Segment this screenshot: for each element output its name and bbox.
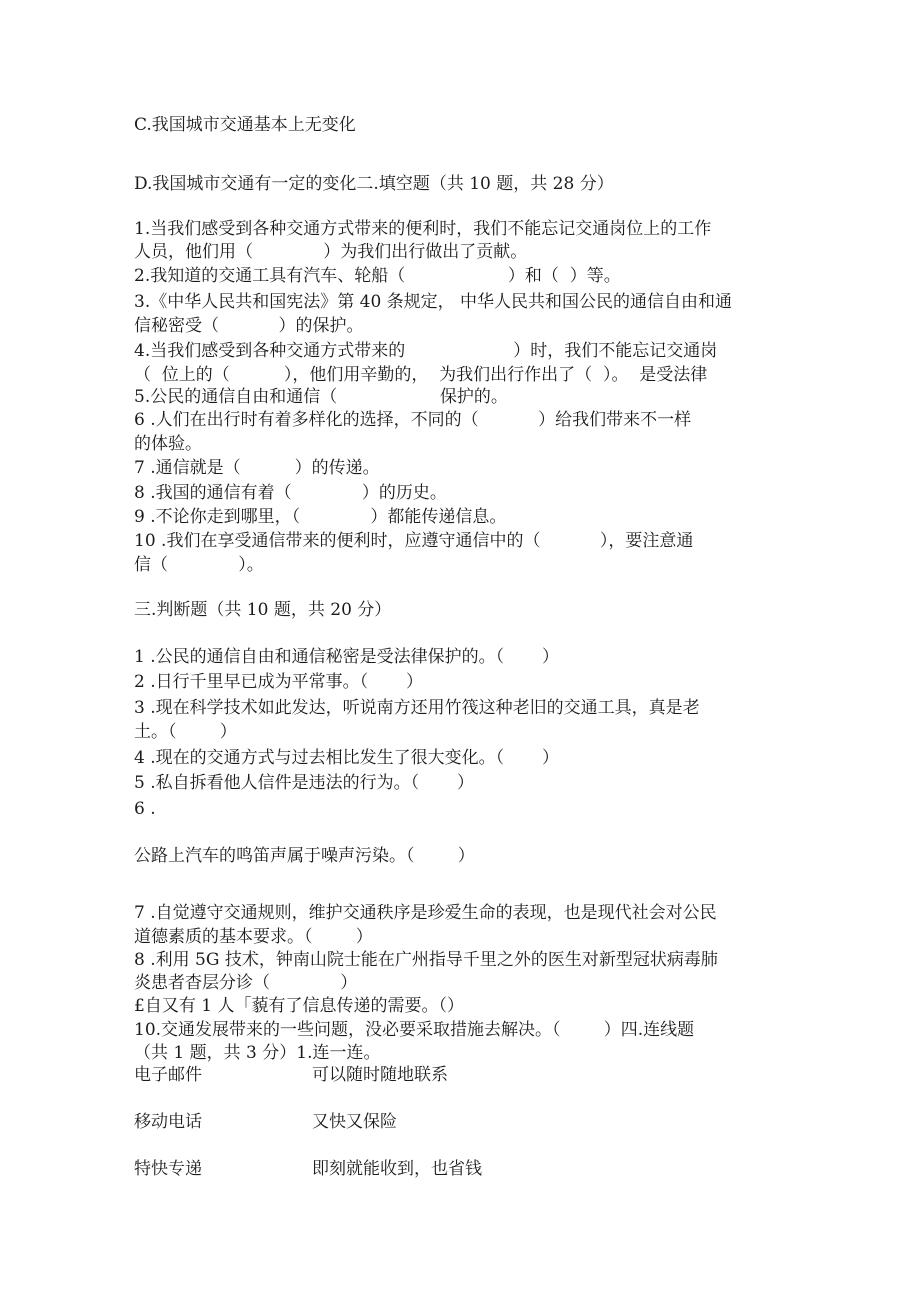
fill-q7: 7 .通信就是（ ）的传递。	[134, 458, 380, 478]
match-left-item: 特快专递	[134, 1159, 202, 1179]
match-right-item: 又快又保险	[312, 1112, 397, 1132]
judge-section-title: 三.判断题（共 10 题，共 20 分）	[134, 600, 392, 620]
fill-q5: 5.公民的通信自由和通信（ 保护的。	[134, 387, 508, 407]
fill-q3-line1: 3.《中华人民共和国宪法》第 40 条规定， 中华人民共和国公民的通信自由和通	[134, 292, 733, 312]
match-left-item: 电子邮件	[134, 1065, 202, 1085]
judge-q1: 1 .公民的通信自由和通信秘密是受法律保护的。（ ）	[134, 647, 559, 667]
fill-q1-line1: 1.当我们感受到各种交通方式带来的便利时，我们不能忘记交通岗位上的工作	[134, 219, 712, 239]
fill-q2: 2.我知道的交通工具有汽车、轮船（ ）和（ ）等。	[134, 266, 621, 286]
fill-q4-line2: （ 位上的（ ），他们用辛勤的， 为我们出行作出了（ ）。 是受法律	[134, 365, 708, 385]
judge-q7-line2: 道德素质的基本要求。（ ）	[134, 927, 373, 947]
judge-q9: £自又有 1 人「藐有了信息传递的需要。（）	[134, 996, 464, 1016]
judge-q8-line1: 8 .利用 5G 技术，钟南山院士能在广州指导千里之外的医生对新型冠状病毒肺	[134, 950, 718, 970]
judge-q2: 2 .日行千里早已成为平常事。（ ）	[134, 672, 423, 692]
option-d-and-fill-title: D.我国城市交通有一定的变化二.填空题（共 10 题，共 28 分）	[134, 174, 614, 194]
match-right-item: 即刻就能收到，也省钱	[312, 1159, 482, 1179]
judge-q6-text: 公路上汽车的鸣笛声属于噪声污染。（ ）	[134, 846, 475, 866]
judge-q6-number: 6 .	[134, 799, 156, 819]
match-section-title: （共 1 题，共 3 分）1.连一连。	[134, 1043, 381, 1063]
fill-q4-line1: 4.当我们感受到各种交通方式带来的 ）时，我们不能忘记交通岗	[134, 341, 718, 361]
fill-q6-line2: 的体验。	[134, 434, 202, 454]
fill-q10-line1: 10 .我们在享受通信带来的便利时，应遵守通信中的（ ），要注意通	[134, 531, 694, 551]
fill-q3-line2: 信秘密受（ ）的保护。	[134, 316, 364, 336]
judge-q4: 4 .现在的交通方式与过去相比发生了很大变化。（ ）	[134, 748, 559, 768]
fill-q1-line2: 人员，他们用（ ）为我们出行做出了贡献。	[134, 242, 528, 262]
judge-q10: 10.交通发展带来的一些问题，没必要采取措施去解决。（ ）四.连线题	[134, 1020, 695, 1040]
judge-q8-line2: 炎患者杳层分诊（ ）	[134, 973, 358, 993]
judge-q5: 5 .私自拆看他人信件是违法的行为。（ ）	[134, 773, 474, 793]
fill-q9: 9 .不论你走到哪里，（ ）都能传递信息。	[134, 507, 507, 527]
fill-q8: 8 .我国的通信有着（ ）的历史。	[134, 483, 447, 503]
fill-q10-line2: 信（ ）。	[134, 555, 264, 575]
option-c: C.我国城市交通基本上无变化	[134, 115, 356, 135]
judge-q3-line2: 土。（ ）	[134, 722, 237, 742]
match-right-item: 可以随时随地联系	[312, 1065, 448, 1085]
judge-q3-line1: 3 .现在科学技术如此发达，听说南方还用竹筏这种老旧的交通工具，真是老	[134, 698, 700, 718]
fill-q6-line1: 6 .人们在出行时有着多样化的选择，不同的（ ）给我们带来不一样	[134, 410, 692, 430]
match-left-item: 移动电话	[134, 1112, 202, 1132]
judge-q7-line1: 7 .自觉遵守交通规则，维护交通秩序是珍爱生命的表现，也是现代社会对公民	[134, 903, 717, 923]
